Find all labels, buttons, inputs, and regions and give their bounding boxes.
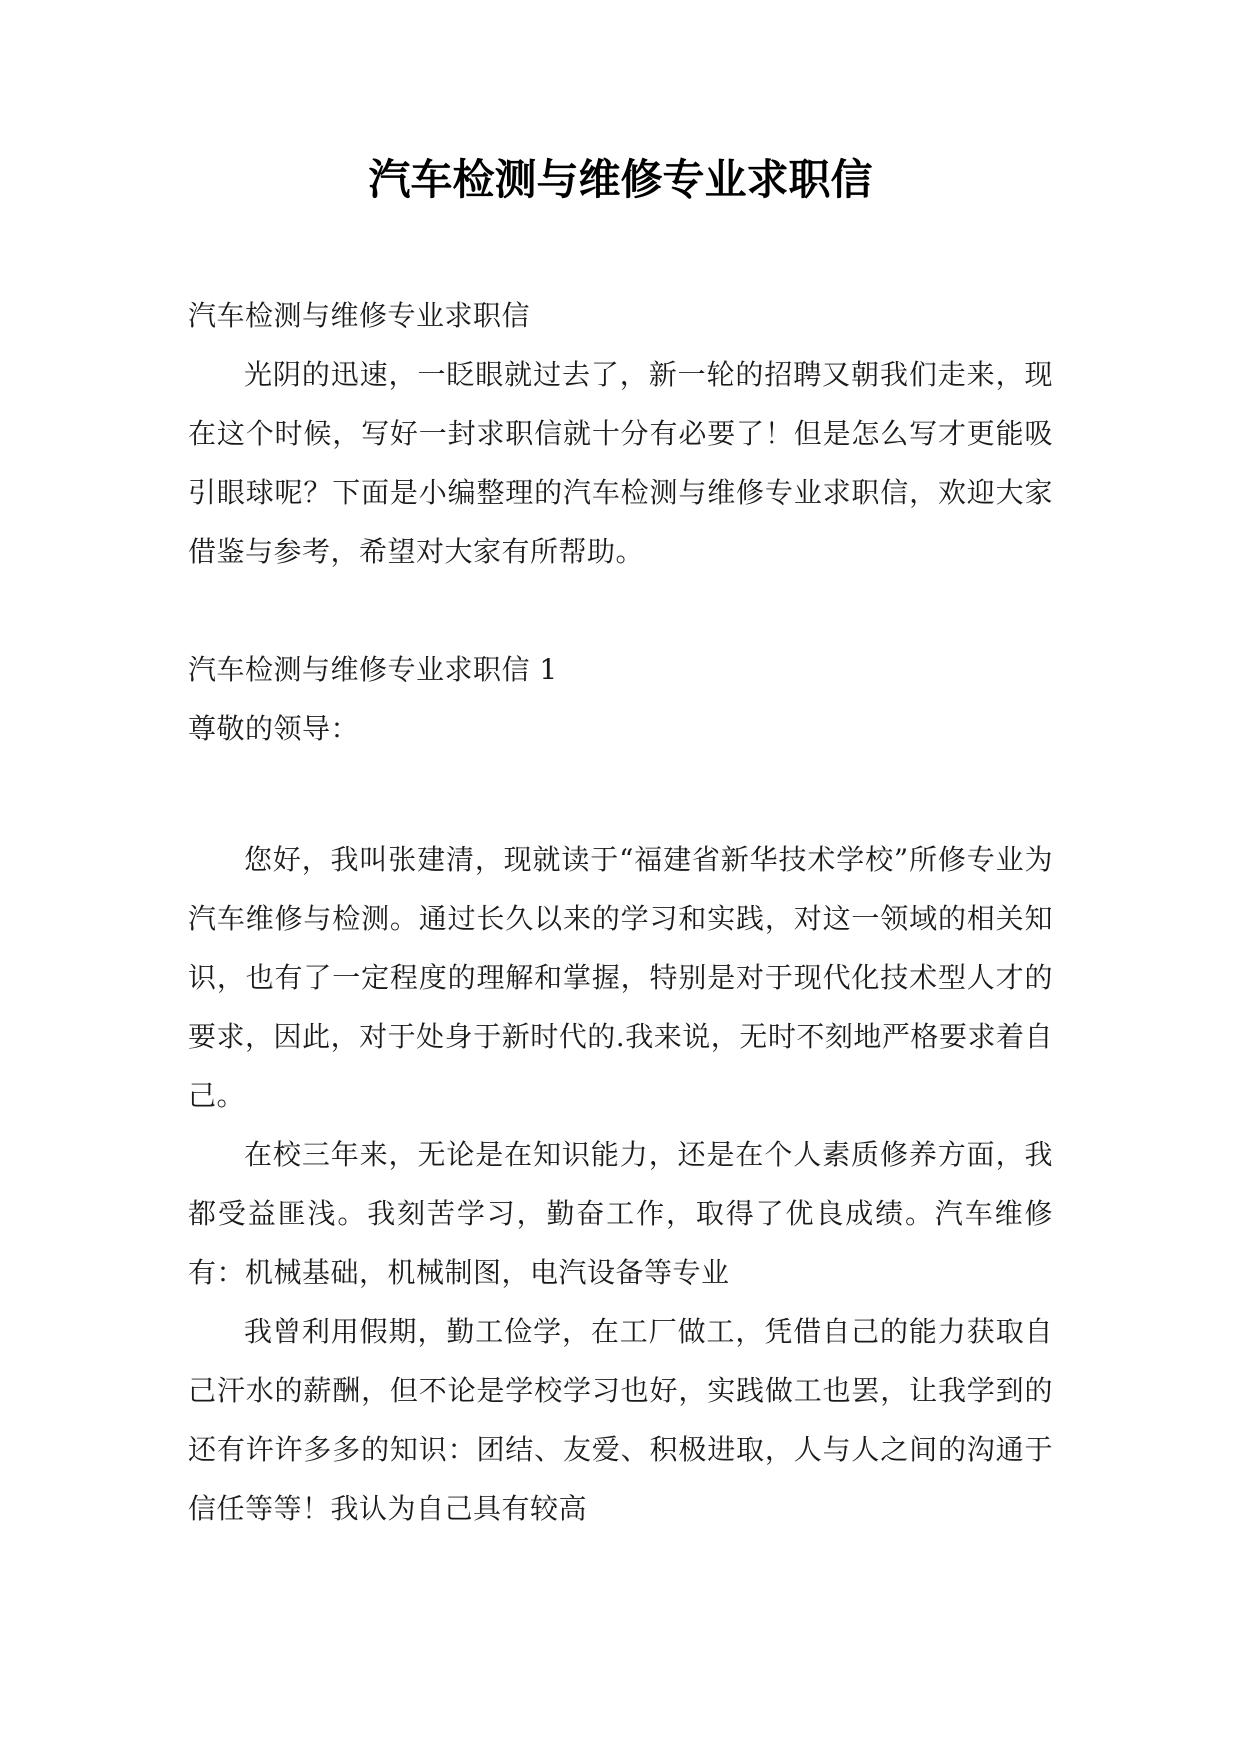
body-paragraph: 您好，我叫张建清，现就读于“福建省新华技术学校”所修专业为汽车维修与检测。通过长久以来的学习和实践，对这一领域的相关知识，也有了一定程度的理解和掌握，特别是对于现代化技术型人才的要求，因此，对于处身于新时代的.我来说，无时不刻地严格要求着自己。 <box>188 843 1053 1112</box>
document-body <box>188 286 1053 1538</box>
intro-paragraph: 光阴的迅速，一眨眼就过去了，新一轮的招聘又朝我们走来，现在这个时候，写好一封求职信就十分有必要了！但是怎么写才更能吸引眼球呢？下面是小编整理的汽车检测与维修专业求职信，欢迎大家借鉴与参考，希望对大家有所帮助。 <box>188 358 1053 568</box>
document-title: 汽车检测与维修专业求职信 <box>368 155 873 204</box>
spacer <box>188 581 1053 640</box>
spacer <box>188 758 1053 830</box>
body-paragraph: 在校三年来，无论是在知识能力，还是在个人素质修养方面，我都受益匪浅。我刻苦学习，勤奋工作，取得了优良成绩。汽车维修有：机械基础，机械制图，电汽设备等专业 <box>188 1138 1053 1289</box>
section-heading: 汽车检测与维修专业求职信 1 <box>188 653 558 686</box>
document-subtitle: 汽车检测与维修专业求职信 <box>188 299 531 332</box>
body-paragraph: 我曾利用假期，勤工俭学，在工厂做工，凭借自己的能力获取自己汗水的薪酬，但不论是学校学习也好，实践做工也罢，让我学到的还有许许多多的知识：团结、友爱、积极进取，人与人之间的沟通于信任等等！我认为自己具有较高 <box>188 1315 1053 1525</box>
salutation: 尊敬的领导： <box>188 712 360 745</box>
